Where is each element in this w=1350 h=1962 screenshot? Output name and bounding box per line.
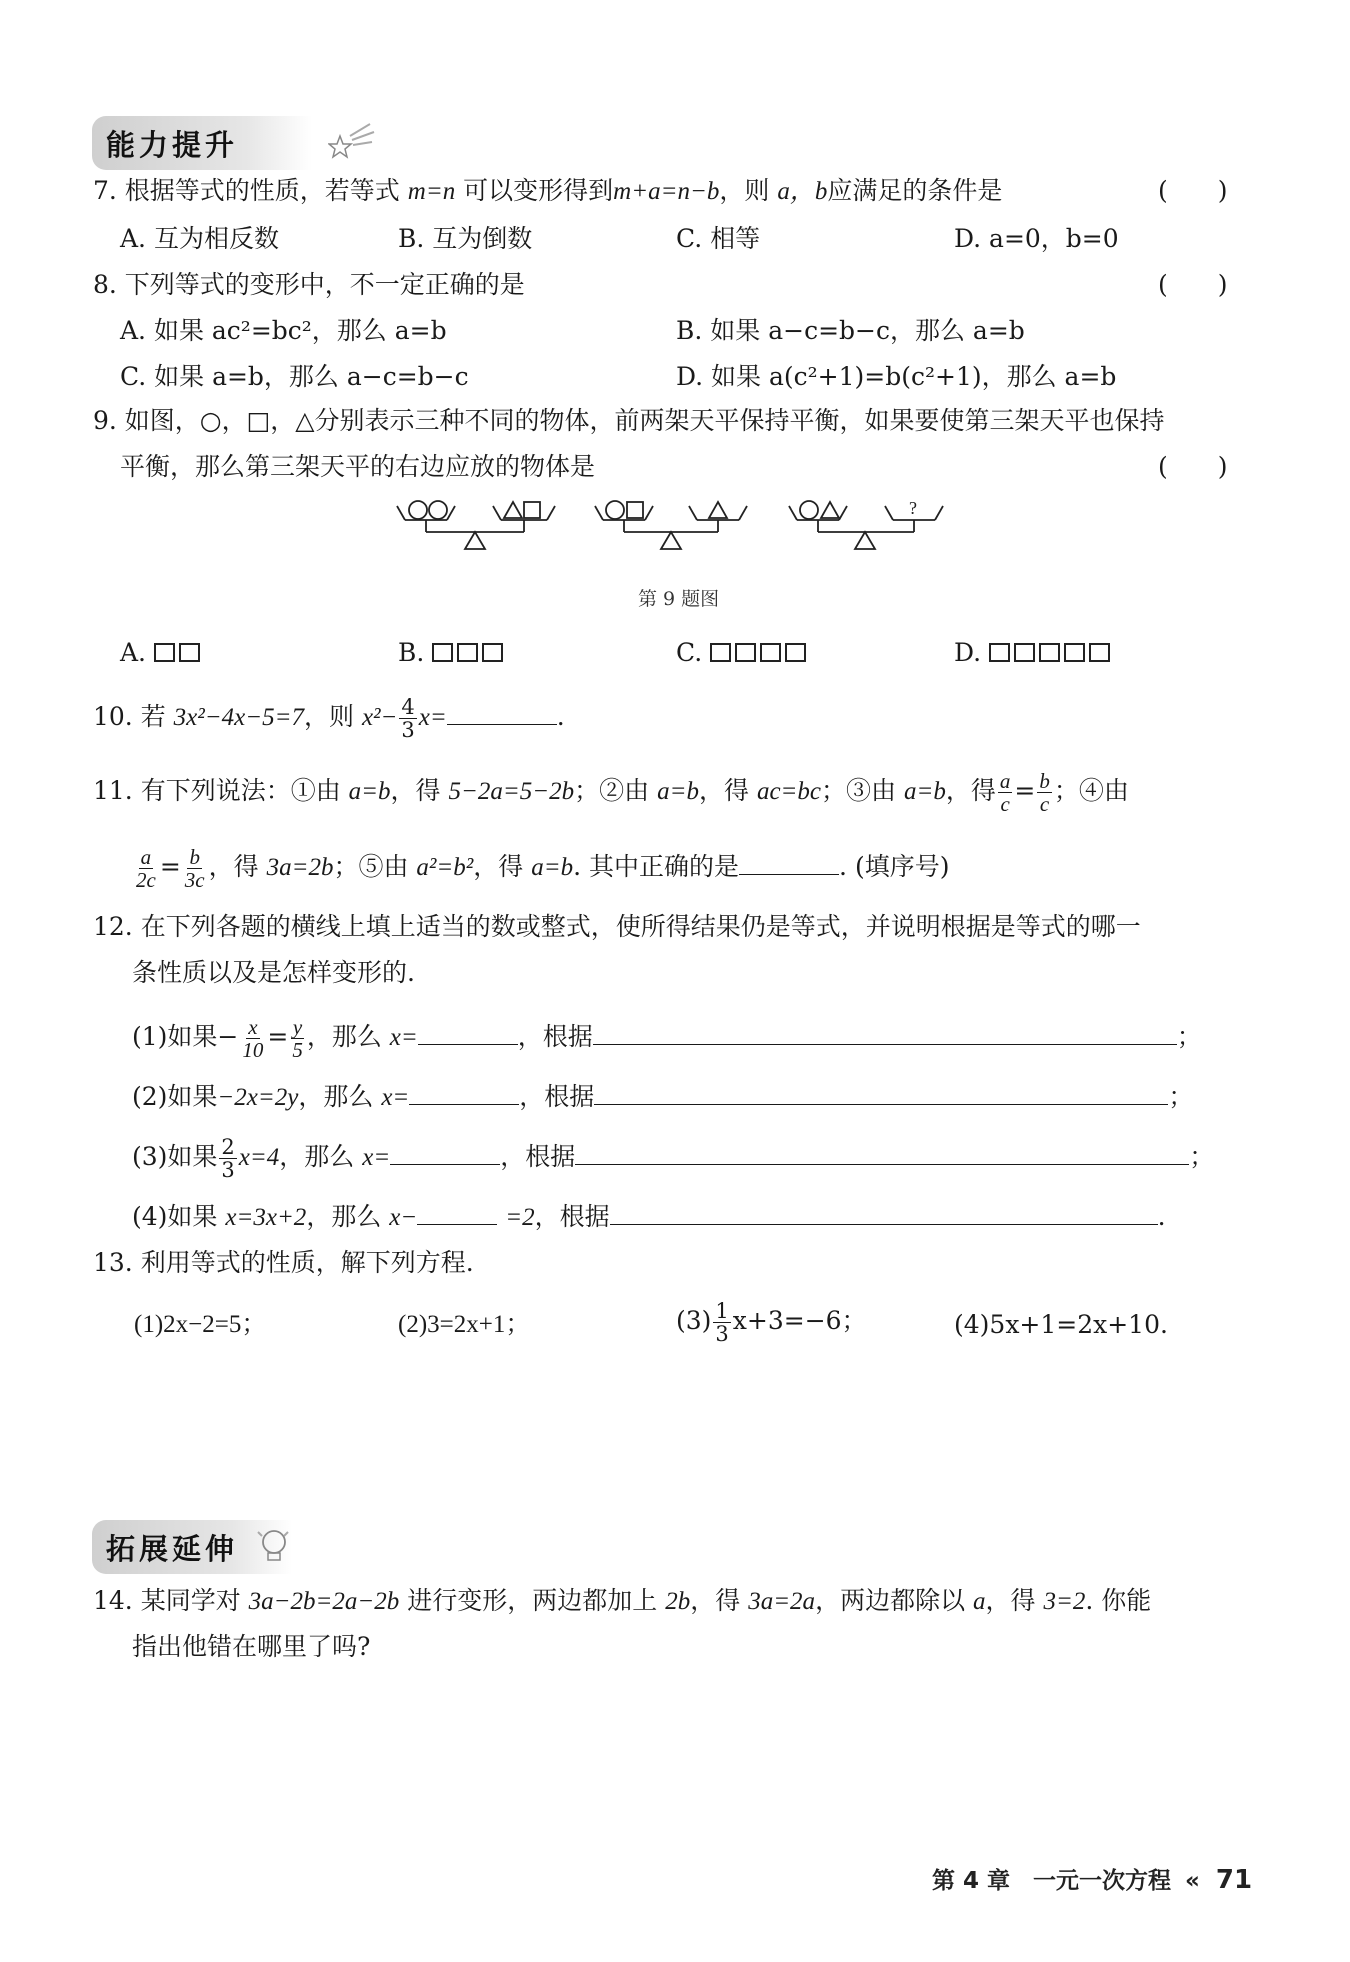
square-icon: [482, 643, 503, 662]
q11-math: 3a=2b: [266, 854, 334, 881]
q7-text: 7. 根据等式的性质，若等式: [93, 176, 400, 205]
q7-option-b: B. 互为倒数: [398, 224, 533, 253]
denominator: 3: [401, 718, 415, 742]
q11-line2: [132, 846, 949, 891]
fraction: [134, 846, 158, 891]
q7-option-d: D. a=0，b=0: [954, 224, 1119, 253]
q14-math: a: [973, 1588, 986, 1615]
numerator: a: [999, 769, 1011, 793]
balance-scales-figure: [385, 494, 985, 558]
page-footer: [932, 1862, 1252, 1895]
q14-text: . 你能: [1085, 1586, 1152, 1615]
lightbulb-icon: [252, 1526, 292, 1568]
q12-text: ，根据: [534, 1202, 610, 1231]
balance-scale-3: [789, 501, 943, 549]
q11-math: a²=b²: [416, 854, 474, 881]
q12-math: x=3x+2: [225, 1204, 307, 1231]
q12-part2: [132, 1078, 1193, 1115]
fraction: [998, 770, 1013, 815]
q11-text: ，得: [945, 776, 996, 805]
square-icon: [989, 643, 1010, 662]
denominator: 3: [715, 1322, 729, 1346]
section-header-ability: [92, 116, 312, 170]
q11-text: ，得: [208, 852, 259, 881]
q9-option-c: [676, 636, 810, 670]
q11-text: ；⑤由: [333, 852, 409, 881]
q13-text: (3): [676, 1306, 712, 1335]
answer-blank[interactable]: [739, 848, 839, 875]
q12-text: ，那么: [298, 1082, 374, 1111]
q12-text: ，那么: [306, 1022, 382, 1051]
q12-text: ，根据: [519, 1082, 595, 1111]
reason-blank[interactable]: [575, 1138, 1189, 1165]
q11-math: a=b: [903, 778, 946, 805]
q8-option-c: C. 如果 a=b，那么 a−c=b−c: [120, 362, 469, 391]
q12-math: x=: [362, 1144, 391, 1171]
q13-math: x+3=−6；: [732, 1306, 867, 1335]
q12-text: ；: [1176, 1022, 1202, 1051]
fraction: [240, 1016, 265, 1061]
q11-text: ；③由: [821, 776, 897, 805]
numerator: b: [1039, 769, 1050, 793]
denominator: 2c: [136, 868, 156, 892]
denominator: c: [1000, 792, 1010, 816]
q13-part4: (4)5x+1=2x+10.: [954, 1310, 1168, 1339]
section-header-extension: [92, 1520, 292, 1574]
q12-text: ，那么: [306, 1202, 382, 1231]
answer-blank[interactable]: [390, 1138, 500, 1165]
fraction: [219, 1136, 236, 1181]
q12-part4: [132, 1198, 1166, 1235]
q12-math: =: [267, 1022, 289, 1051]
square-icon: [760, 643, 781, 662]
q11-text: ，得: [698, 776, 749, 805]
denominator: 3c: [184, 868, 205, 892]
q11-text: ；④由: [1053, 776, 1129, 805]
option-label: D.: [954, 638, 982, 667]
q12-text: ，那么: [279, 1142, 355, 1171]
q14-line2: 指出他错在哪里了吗?: [132, 1632, 371, 1661]
square-icon: [1064, 643, 1085, 662]
square-icon: [735, 643, 756, 662]
q14-math: 3a=2a: [748, 1588, 816, 1615]
q11-math: a=b: [657, 778, 699, 805]
q12-math: x=: [389, 1024, 418, 1051]
q12-text: (3)如果: [132, 1142, 218, 1171]
square-icon: [1089, 643, 1110, 662]
q14-text: 进行变形，两边都加上: [407, 1586, 658, 1615]
denominator: 5: [292, 1038, 303, 1062]
option-label: B.: [398, 638, 425, 667]
q14-math: 3a−2b=2a−2b: [248, 1588, 400, 1615]
numerator: a: [140, 845, 152, 869]
q12-text: (2)如果: [132, 1082, 218, 1111]
q10-text: .: [556, 702, 565, 731]
denominator: 10: [242, 1038, 264, 1062]
option-label: A.: [120, 638, 147, 667]
denominator: c: [1039, 792, 1050, 816]
q13-part1: (1)2x−2=5；: [134, 1311, 267, 1338]
q12-part1: [132, 1016, 1202, 1061]
q9-line2: 平衡，那么第三架天平的右边应放的物体是: [120, 452, 596, 481]
numerator: 4: [401, 695, 415, 719]
q14-math: 2b: [665, 1588, 691, 1615]
q13-part3: [676, 1300, 867, 1345]
q9-option-a: [120, 636, 204, 670]
q12-text: ；: [1168, 1082, 1194, 1111]
q7-text: 应满足的条件是: [827, 176, 1003, 205]
q8-option-a: A. 如果 ac²=bc²，那么 a=b: [120, 316, 447, 345]
q13-stem: 13. 利用等式的性质，解下列方程.: [93, 1248, 474, 1277]
balance-scale-2: [595, 501, 747, 549]
square-icon: [179, 643, 200, 662]
square-icon: [457, 643, 478, 662]
q11-text: ；②由: [574, 776, 650, 805]
q10-expr1: 3x²−4x−5=7: [173, 704, 304, 731]
reason-blank[interactable]: [594, 1078, 1168, 1105]
q12-line1: 12. 在下列各题的横线上填上适当的数或整式，使所得结果仍是等式，并说明根据是等式的哪一: [93, 912, 1141, 941]
q9-line1: 9. 如图，○，□，△分别表示三种不同的物体，前两架天平保持平衡，如果要使第三架天平也保持: [93, 406, 1165, 435]
q7-option-a: A. 互为相反数: [120, 224, 279, 253]
q8-option-d: D. 如果 a(c²+1)=b(c²+1)，那么 a=b: [676, 362, 1117, 391]
q11-text: ，得: [473, 852, 524, 881]
q14-text: 14. 某同学对: [93, 1586, 241, 1615]
q11-text: . (填序号): [839, 852, 950, 881]
q9-option-d: [954, 636, 1114, 670]
q7-text: 可以变形得到: [463, 176, 614, 205]
q14-line1: [93, 1584, 1151, 1619]
section-title: 拓展延伸: [106, 1531, 239, 1566]
q10-text: ，则: [303, 702, 354, 731]
q10-expr2: x²−: [361, 704, 398, 731]
q12-math: −2x=2y: [217, 1084, 299, 1111]
q9-figure-caption: 第 9 题图: [638, 588, 720, 610]
fraction: [399, 696, 416, 741]
square-icon: [154, 643, 175, 662]
q11-line1: [93, 770, 1129, 815]
q11-text: 11. 有下列说法：①由: [93, 776, 341, 805]
balance-scale-1: [397, 501, 555, 549]
reason-blank[interactable]: [593, 1018, 1177, 1045]
square-icon: [432, 643, 453, 662]
q11-math: a=b: [531, 854, 574, 881]
q12-text: (1)如果−: [132, 1022, 239, 1051]
q10-text: 10. 若: [93, 702, 166, 731]
q9-option-b: [398, 636, 507, 670]
q9-answer-paren: ( ): [1158, 452, 1228, 481]
q11-math: =: [159, 852, 181, 881]
option-label: C.: [676, 638, 703, 667]
section-title: 能力提升: [106, 127, 239, 162]
square-icon: [1039, 643, 1060, 662]
double-chevron-left-icon: «: [1185, 1868, 1200, 1894]
q7-stem: [93, 174, 1002, 209]
q12-text: ；: [1189, 1142, 1215, 1171]
fraction: [290, 1016, 305, 1061]
q7-eq1: m=n: [407, 178, 456, 205]
denominator: 3: [221, 1158, 235, 1182]
q14-math: 3=2: [1043, 1588, 1086, 1615]
fraction: [183, 846, 207, 891]
q8-answer-paren: ( ): [1158, 270, 1228, 299]
q12-part3: [132, 1136, 1214, 1181]
q12-text: (4)如果: [132, 1202, 218, 1231]
numerator: y: [292, 1015, 303, 1039]
q9-question-mark: ?: [909, 498, 917, 518]
q11-math: 5−2a=5−2b: [448, 778, 575, 805]
chapter-title: 第 4 章 一元一次方程: [932, 1868, 1172, 1894]
q10: [93, 696, 565, 741]
q12-math: x=4: [238, 1144, 280, 1171]
q14-text: ，两边都除以: [815, 1586, 966, 1615]
answer-blank[interactable]: [418, 1018, 518, 1045]
square-icon: [1014, 643, 1035, 662]
q8-option-b: B. 如果 a−c=b−c，那么 a=b: [676, 316, 1025, 345]
answer-blank[interactable]: [409, 1078, 519, 1105]
numerator: 2: [221, 1135, 235, 1159]
q12-text: .: [1157, 1202, 1166, 1231]
numerator: b: [189, 845, 200, 869]
q7-option-c: C. 相等: [676, 224, 761, 253]
answer-blank[interactable]: [447, 698, 557, 725]
answer-blank[interactable]: [417, 1198, 497, 1225]
q12-line2: 条性质以及是怎样变形的.: [132, 958, 415, 987]
q7-eq2: m+a=n−b: [613, 178, 720, 205]
q12-math: =2: [505, 1204, 535, 1231]
q11-math: =: [1014, 776, 1036, 805]
q7-vars: a，b: [777, 178, 828, 205]
q11-math: a=b: [348, 778, 391, 805]
fraction: [713, 1300, 730, 1345]
q14-text: ，得: [690, 1586, 741, 1615]
q11-math: ac=bc: [756, 778, 822, 805]
q10-expr2: x=: [418, 704, 447, 731]
q7-text: ，则: [719, 176, 770, 205]
q7-answer-paren: ( ): [1158, 176, 1228, 205]
q12-math: x=: [381, 1084, 410, 1111]
square-icon: [710, 643, 731, 662]
q11-text: . 其中正确的是: [573, 852, 740, 881]
q14-text: ，得: [985, 1586, 1036, 1615]
fraction: [1037, 770, 1052, 815]
q13-part2: (2)3=2x+1；: [398, 1311, 531, 1338]
numerator: 1: [715, 1299, 729, 1323]
q8-stem: 8. 下列等式的变形中，不一定正确的是: [93, 270, 525, 299]
numerator: x: [248, 1015, 258, 1039]
page-number: 71: [1215, 1865, 1253, 1895]
q11-text: ，得: [390, 776, 441, 805]
q12-text: ，根据: [517, 1022, 593, 1051]
q12-text: ，根据: [500, 1142, 576, 1171]
sparkle-icon: [328, 122, 376, 162]
square-icon: [785, 643, 806, 662]
reason-blank[interactable]: [610, 1198, 1158, 1225]
q12-math: x−: [389, 1204, 418, 1231]
